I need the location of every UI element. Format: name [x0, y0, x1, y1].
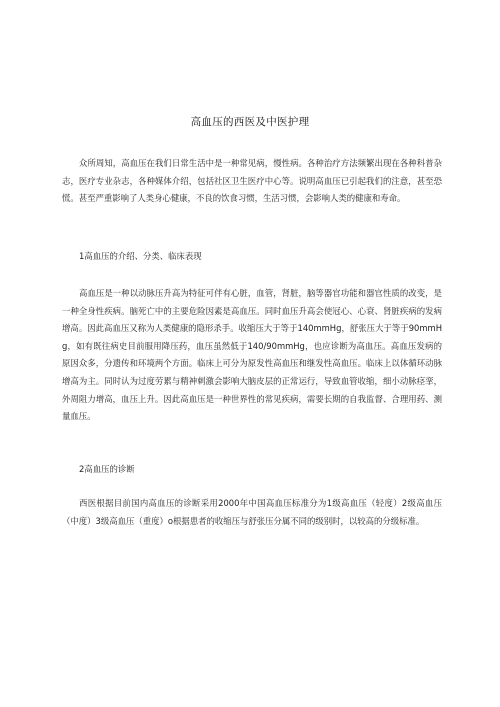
section-1-paragraph: 高血压是一种以动脉压升高为特征可伴有心脏，血管，肾脏，脑等器官功能和器官性质的改变，是一种全身性疾病。脑死亡中的主要危险因素是高血压。同时血压升高会使冠心、心衰、肾脏疾病的发病增高。因此高血压又称为人类健康的隐形杀手。收缩压大于等于140mmHg，舒张压大于等于90mmHg，如有既往病史目前服用降压药，血压虽然低于140/90mmHg，也应诊断为高血压。高血压发病的原因众多，分遗传和环境两个方面。临床上可分为原发性高血压和继发性高血压。临床上以体循环动脉增高为主。同时认为过度劳累与精神刺激会影响大脑皮层的正常运行，导致血管收缩，细小动脉痉挛，外周阻力增高，血压上升。因此高血压是一种世界性的常见疾病，需要长期的自我监督、合理用药、测量血压。	[62, 288, 442, 422]
section-2-heading: 2高血压的诊断	[79, 464, 135, 474]
intro-paragraph: 众所周知，高血压在我们日常生活中是一种常见病，慢性病。各种治疗方法频繁出现在各种科普杂志，医疗专业杂志，各种媒体介绍，包括社区卫生医疗中心等。说明高血压已引起我们的注意，甚至恐慌。甚至严重影响了人类身心健康，不良的饮食习惯，生活习惯，会影响人类的健康和寿命。	[62, 158, 442, 204]
document-title: 高血压的西医及中医护理	[190, 116, 310, 128]
section-1-heading: 1高血压的介绍、分类、临床表现	[79, 251, 202, 261]
section-2-paragraph: 西医根据目前国内高血压的诊断采用2000年中国高血压标准分为1级高血压（轻度）2级高血压（中度）3级高血压（重度）o根据患者的收缩压与舒张压分属不同的级别时，以较高的分级标准。	[62, 498, 442, 526]
